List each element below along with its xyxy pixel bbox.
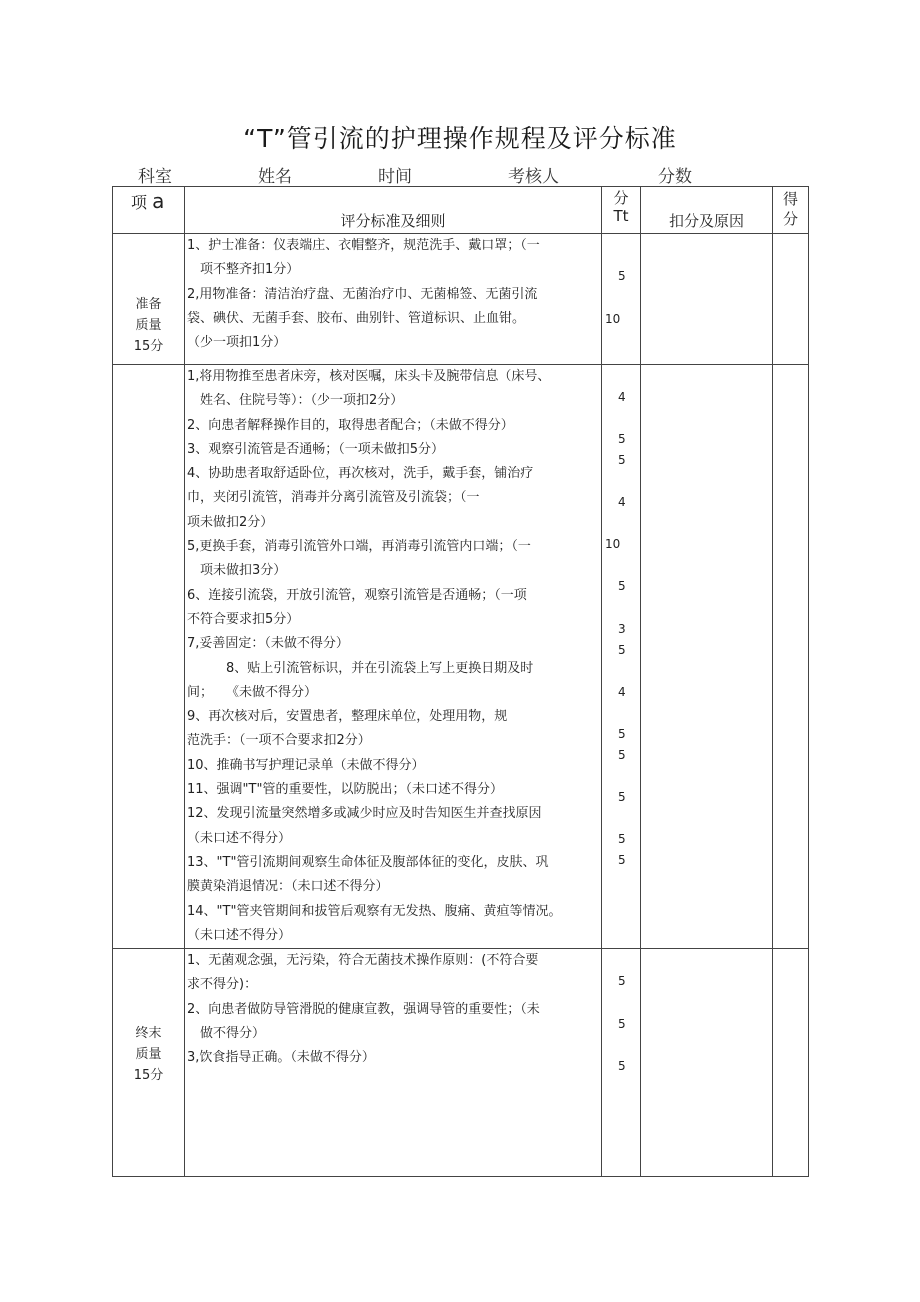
points-value: 5 [618, 853, 626, 867]
document-title: “T”管引流的护理操作规程及评分标准 [243, 124, 677, 153]
criteria-line: 2,用物准备：清洁治疗盘、无菌治疗巾、无菌棉签、无菌引流 [187, 286, 538, 302]
criteria-line: 5,更换手套，消毒引流管外口端，再消毒引流管内口端；（一 [187, 539, 531, 555]
points-value: 5 [618, 579, 626, 593]
section-final-score [773, 949, 809, 1177]
section-preparation-points [602, 234, 641, 365]
points-value: 5 [618, 748, 626, 762]
criteria-line: （未口述不得分） [187, 927, 292, 943]
section-preparation-criteria [185, 234, 602, 365]
points-value: 4 [618, 390, 626, 404]
points-value: 5 [618, 643, 626, 657]
criteria-line: 13、"T"管引流期间观察生命体征及腹部体征的变化，皮肤、巩 [187, 854, 549, 870]
header-deduction: 扣分及原因 [641, 187, 773, 234]
criteria-line: 14、"T"管夹管期间和拔管后观察有无发热、腹痛、黄疸等情况。 [187, 903, 562, 919]
points-value: 5 [618, 727, 626, 741]
header-item: 项 a [113, 187, 185, 234]
field-name-label: 姓名 [258, 167, 292, 187]
scoring-table [112, 186, 809, 1177]
criteria-line: 1,将用物推至患者床旁，核对医嘱，床头卡及腕带信息（床号、 [187, 369, 551, 384]
criteria-line: 9、再次核对后，安置患者，整理床单位，处理用物，规 [187, 709, 508, 725]
section-final-deduction [641, 949, 773, 1177]
points-value: 5 [618, 432, 626, 446]
criteria-line: 1、护士准备：仪表端庄、衣帽整齐，规范洗手、戴口罩；（一 [187, 238, 540, 253]
criteria-line: 求不得分)： [187, 977, 258, 993]
criteria-line: 10、推确书写护理记录单（未做不得分） [187, 757, 425, 773]
points-value: 10 [605, 537, 621, 551]
points-value: 10 [605, 312, 621, 326]
points-value: 3 [618, 622, 626, 636]
section-preparation-deduction [641, 234, 773, 365]
criteria-line: 间； 《未做不得分） [187, 684, 318, 700]
section-final-criteria [185, 949, 602, 1177]
criteria-line: 6、连接引流袋，开放引流管，观察引流管是否通畅；（一项 [187, 587, 527, 603]
criteria-line: 不符合要求扣5分） [187, 611, 300, 627]
criteria-line: 巾，夹闭引流管，消毒并分离引流管及引流袋；（一 [187, 490, 480, 506]
points-value: 5 [618, 1059, 626, 1074]
criteria-line: 膜黄染消退情况：（未口述不得分） [187, 879, 389, 895]
criteria-line: 7,妥善固定：（未做不得分） [187, 636, 349, 652]
points-value: 5 [618, 974, 626, 989]
criteria-line: 12、发现引流量突然增多或减少时应及时告知医生并查找原因 [187, 806, 542, 822]
criteria-line: 袋、碘伏、无菌手套、胶布、曲别针、管道标识、止血钳。 [187, 310, 526, 326]
criteria-line: 做不得分） [187, 1026, 266, 1042]
criteria-line: 3、观察引流管是否通畅；（一项未做扣5分） [187, 441, 445, 457]
header-points: 分 Tt [602, 187, 641, 234]
section-final-category: 终末 质量 15分 [113, 949, 185, 1177]
criteria-line: 项未做扣2分） [187, 514, 274, 530]
section-preparation-row [113, 234, 809, 365]
field-time-label: 时间 [378, 167, 412, 187]
criteria-line: （少一项扣1分） [187, 335, 287, 351]
section-process-criteria [185, 365, 602, 949]
points-value: 4 [618, 495, 626, 509]
criteria-line: 2、向患者做防导管滑脱的健康宣教，强调导管的重要性；（未 [187, 1001, 540, 1017]
criteria-line: 1、无菌观念强，无污染，符合无菌技术操作原则：(不符合要 [187, 953, 539, 969]
field-score-label: 分数 [658, 167, 692, 187]
criteria-line: 项不整齐扣1分） [187, 262, 300, 278]
section-process-row [113, 365, 809, 949]
section-process-deduction [641, 365, 773, 949]
points-value: 5 [618, 1017, 626, 1032]
criteria-line: 11、强调"T"管的重要性，以防脱出；（未口述不得分） [187, 782, 503, 798]
points-value: 4 [618, 685, 626, 699]
section-process-category [113, 365, 185, 949]
criteria-line: 范洗手：（一项不合要求扣2分） [187, 733, 371, 749]
section-final-row [113, 949, 809, 1177]
criteria-line: 4、协助患者取舒适卧位，再次核对，洗手，戴手套，铺治疗 [187, 466, 534, 482]
header-score: 得 分 [773, 187, 809, 234]
criteria-line: 2、向患者解释操作目的，取得患者配合；（未做不得分） [187, 417, 514, 433]
section-process-points [602, 365, 641, 949]
field-department-label: 科室 [138, 167, 172, 187]
criteria-line: 姓名、住院号等）：（少一项扣2分） [187, 393, 404, 409]
points-value: 5 [618, 832, 626, 846]
table-header-row [113, 187, 809, 234]
section-preparation-score [773, 234, 809, 365]
section-preparation-category: 准备 质量 15分 [113, 234, 185, 365]
points-value: 5 [618, 453, 626, 467]
points-value: 5 [618, 269, 626, 283]
header-criteria: 评分标准及细则 [185, 187, 602, 234]
criteria-line: （未口述不得分） [187, 830, 292, 846]
section-final-points [602, 949, 641, 1177]
criteria-line: 8、贴上引流管标识，并在引流袋上写上更换日期及时 [187, 660, 534, 676]
criteria-line: 3,饮食指导正确。（未做不得分） [187, 1050, 375, 1066]
points-value: 5 [618, 790, 626, 804]
section-process-score [773, 365, 809, 949]
field-examiner-label: 考核人 [508, 167, 559, 187]
criteria-line: 项未做扣3分） [187, 563, 287, 579]
